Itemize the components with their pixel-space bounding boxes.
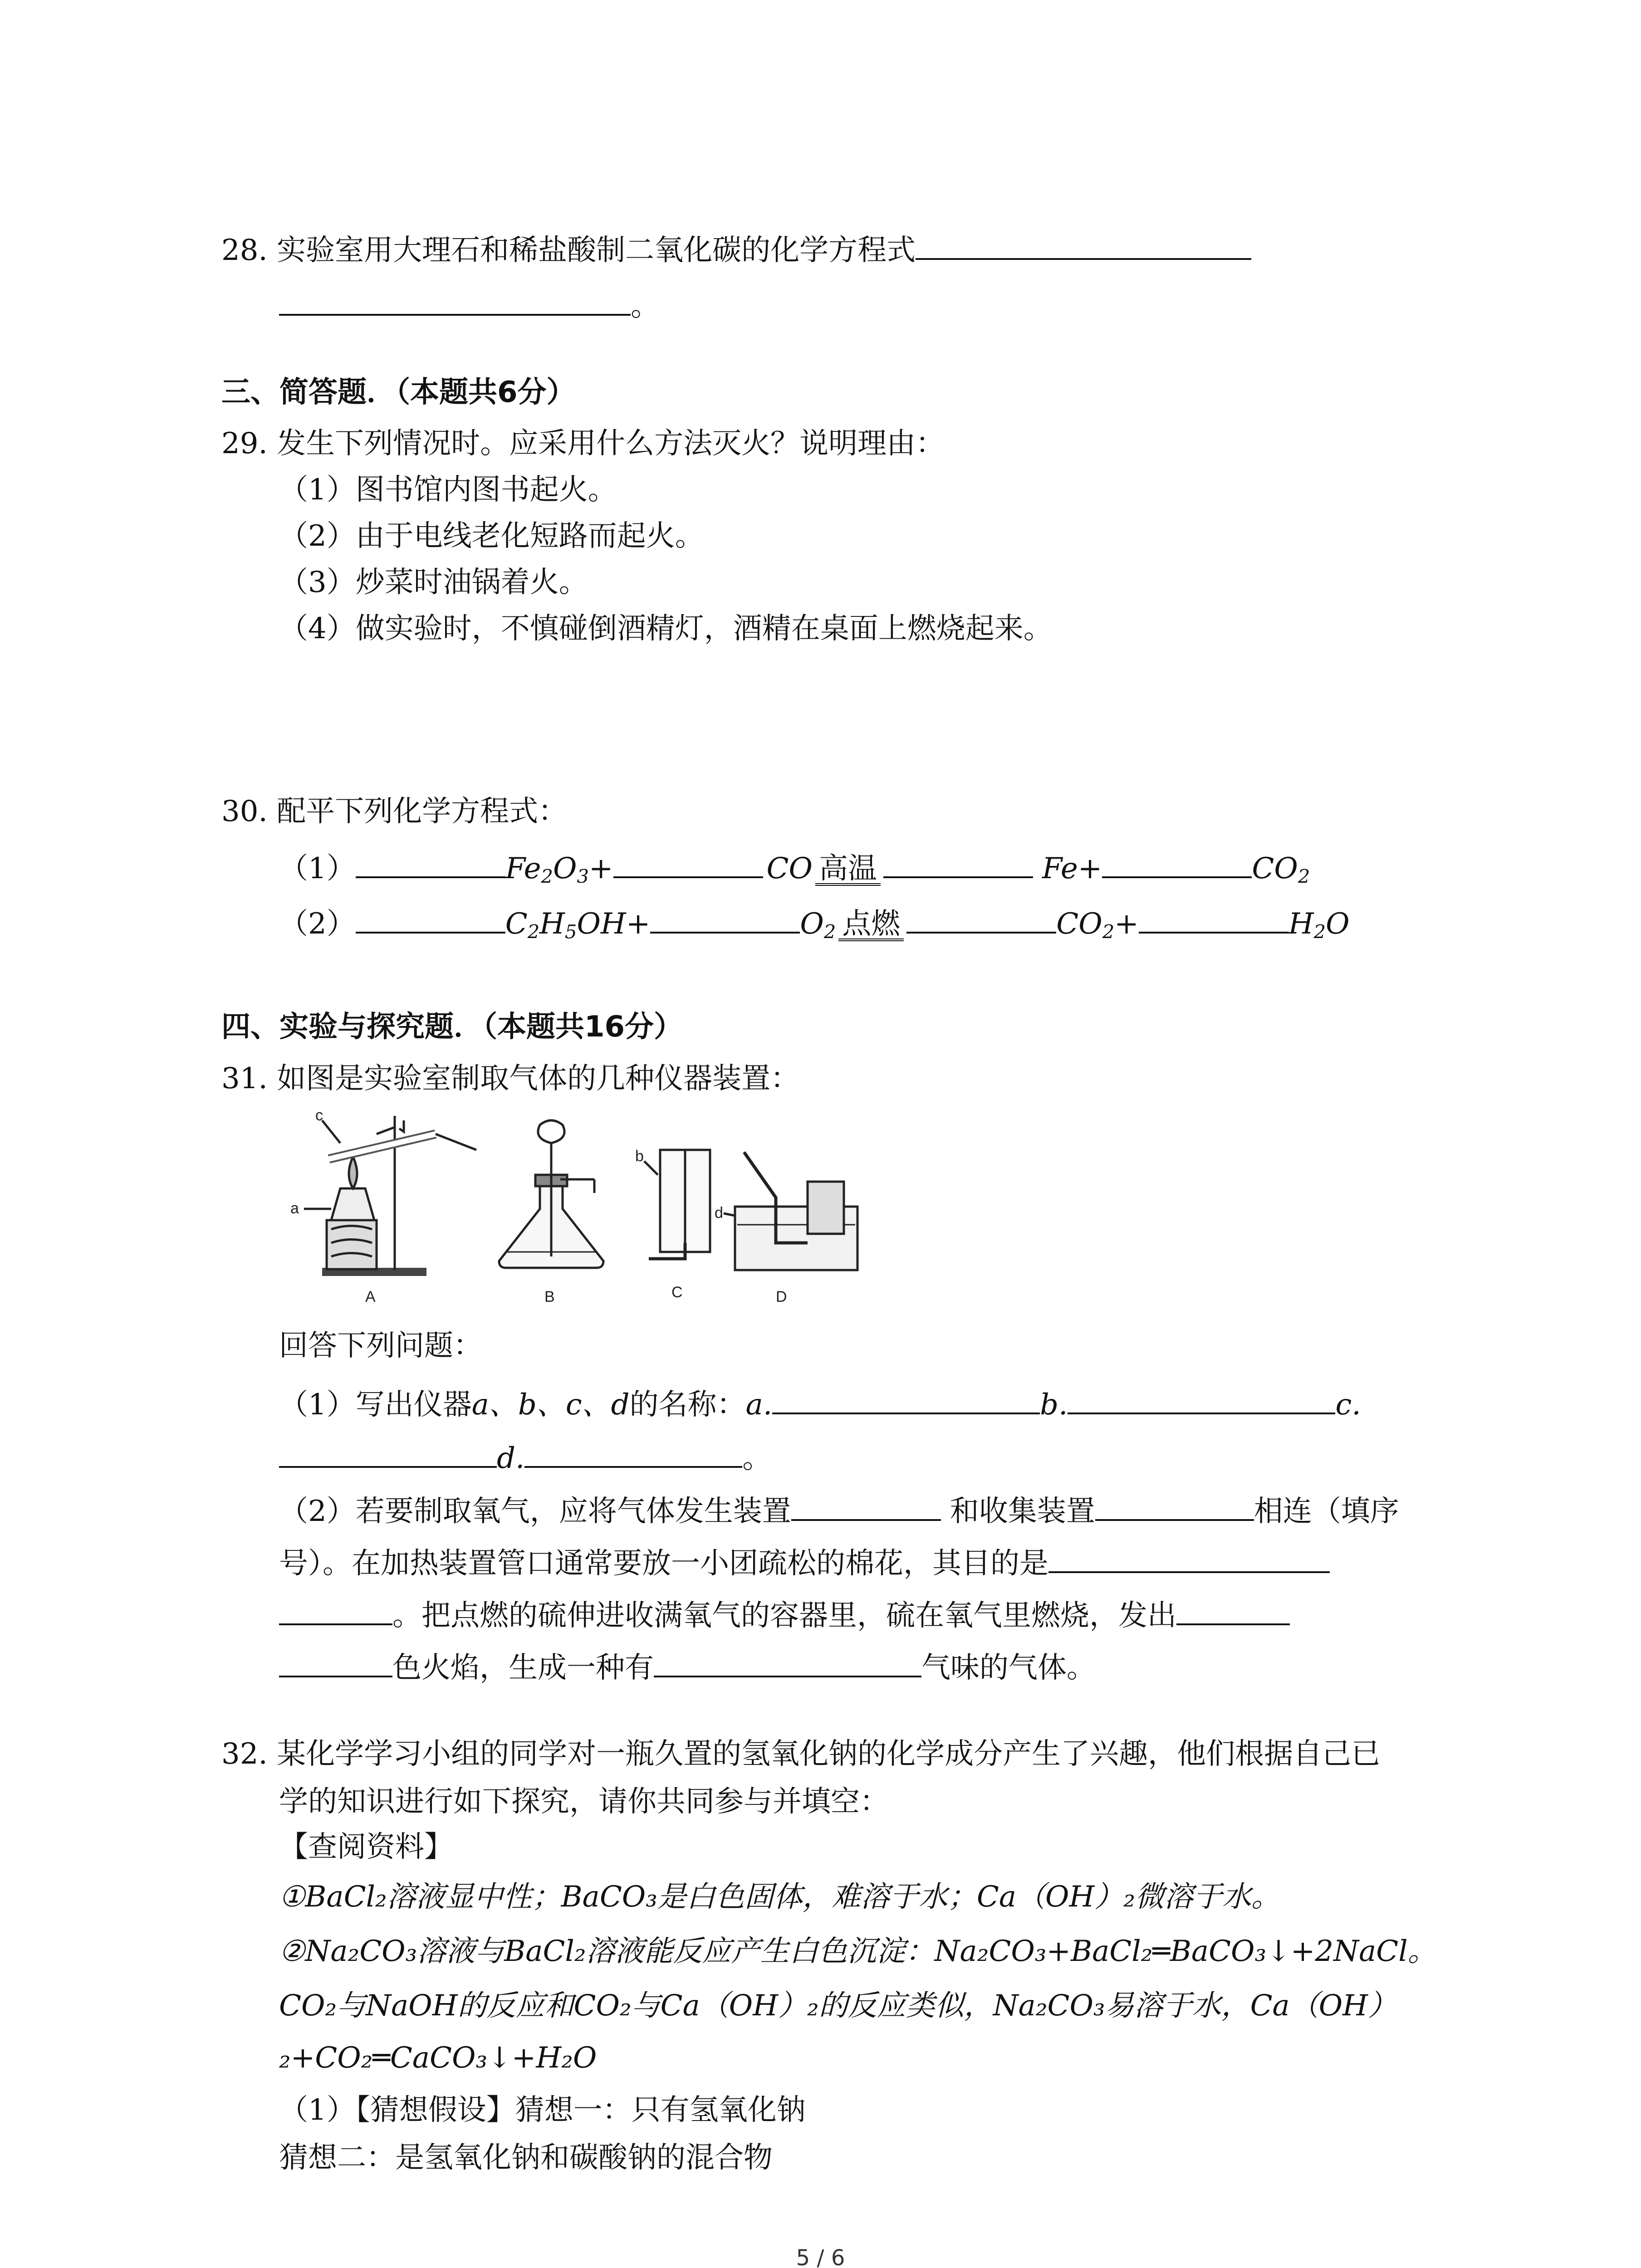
- q32-guess-1: （1）【猜想假设】猜想一：只有氢氧化钠: [279, 2093, 806, 2127]
- alcohol-lamp: [331, 1188, 374, 1220]
- answer-blank[interactable]: [1176, 1594, 1290, 1625]
- q29-item-3: （3）炒菜时油锅着火。: [279, 566, 588, 599]
- answer-blank[interactable]: [356, 903, 505, 934]
- q29-item-1: （1）图书馆内图书起火。: [279, 473, 617, 507]
- q29-text: 29. 发生下列情况时。应采用什么方法灭火？说明理由：: [221, 427, 945, 460]
- answer-blank[interactable]: [279, 1594, 392, 1625]
- answer-blank[interactable]: [772, 1383, 1040, 1414]
- label-A: A: [365, 1288, 376, 1305]
- q31-part2-line2: 号）。在加热装置管口通常要放一小团疏松的棉花，其目的是: [279, 1542, 1330, 1578]
- q32-guess-2: 猜想二：是氢氧化钠和碳酸钠的混合物: [279, 2141, 773, 2175]
- answer-blank[interactable]: [1102, 847, 1252, 878]
- q32-reference-3: CO₂与NaOH的反应和CO₂与Ca（OH）₂的反应类似，Na₂CO₃易溶于水，Ca（OH）: [279, 1989, 1397, 2023]
- label-d: d: [715, 1204, 723, 1222]
- answer-blank[interactable]: [791, 1490, 941, 1521]
- answer-blank[interactable]: [650, 903, 800, 934]
- answer-blank[interactable]: [654, 1647, 921, 1677]
- q31-text: 31. 如图是实验室制取气体的几种仪器装置：: [221, 1062, 800, 1095]
- answer-blank[interactable]: [883, 847, 1033, 878]
- q32-reference-4: ₂+CO₂═CaCO₃↓+H₂O: [279, 2041, 597, 2075]
- q31-answer-label: 回答下列问题：: [279, 1329, 482, 1363]
- delivery-tube: [436, 1134, 476, 1150]
- q28-line1: 28. 实验室用大理石和稀盐酸制二氧化碳的化学方程式: [221, 229, 1251, 265]
- answer-blank[interactable]: [1068, 1383, 1335, 1414]
- section-4-heading: 四、实验与探究题．（本题共16分）: [221, 1010, 683, 1044]
- page-number: 5 / 6: [796, 2245, 845, 2268]
- answer-blank[interactable]: [356, 847, 505, 878]
- section-3-heading: 三、简答题．（本题共6分）: [221, 376, 576, 409]
- answer-blank[interactable]: [1139, 903, 1288, 934]
- condition-ignite: 点燃: [838, 909, 904, 941]
- label-a: a: [290, 1200, 299, 1217]
- q28-line2: 。: [279, 285, 660, 321]
- label-D: D: [776, 1288, 787, 1305]
- q32-reference-1: ①BaCl₂溶液显中性；BaCO₃是白色固体，难溶于水；Ca（OH）₂微溶于水。: [279, 1880, 1280, 1914]
- label-C: C: [671, 1284, 683, 1301]
- answer-blank[interactable]: [524, 1437, 742, 1468]
- q32-text-1: 32. 某化学学习小组的同学对一瓶久置的氢氧化钠的化学成分产生了兴趣，他们根据自己已: [221, 1737, 1381, 1771]
- q30-text: 30. 配平下列化学方程式：: [221, 795, 568, 828]
- gas-jar-d: [808, 1182, 844, 1234]
- q32-reference-heading: 【查阅资料】: [279, 1830, 453, 1864]
- answer-blank[interactable]: [279, 1647, 392, 1677]
- q31-part2-line4: 色火焰，生成一种有 气味的气体。: [279, 1647, 1096, 1682]
- answer-blank[interactable]: [279, 285, 631, 316]
- thistle-funnel: [538, 1120, 564, 1175]
- answer-blank[interactable]: [613, 847, 763, 878]
- answer-blank[interactable]: [279, 1437, 497, 1468]
- answer-blank[interactable]: [916, 229, 1251, 260]
- q31-part1-line1: （1）写出仪器a、b、c、d的名称：a. b. c.: [279, 1383, 1361, 1419]
- q32-reference-2: ②Na₂CO₃溶液与BaCl₂溶液能反应产生白色沉淀：Na₂CO₃+BaCl₂═BaCO₃↓+2NaCl。: [279, 1935, 1437, 1968]
- label-b: b: [635, 1148, 644, 1165]
- apparatus-figure: [286, 1107, 862, 1329]
- label-B: B: [544, 1288, 555, 1305]
- answer-blank[interactable]: [906, 903, 1056, 934]
- label-c: c: [315, 1107, 323, 1124]
- lamp-flame: [349, 1157, 357, 1188]
- q29-item-4: （4）做实验时，不慎碰倒酒精灯，酒精在桌面上燃烧起来。: [279, 612, 1053, 645]
- q31-part2-line3: 。把点燃的硫伸进收满氧气的容器里，硫在氧气里燃烧，发出: [279, 1594, 1290, 1630]
- answer-blank[interactable]: [1095, 1490, 1254, 1521]
- q31-part1-line2: d. 。: [279, 1437, 771, 1473]
- q32-text-2: 学的知识进行如下探究，请你共同参与并填空：: [279, 1785, 889, 1818]
- q29-item-2: （2）由于电线老化短路而起火。: [279, 519, 704, 553]
- q30-eq2: （2） $C_2H_5OH+ O_2$ 点燃 $CO_2+ H_2O$: [279, 903, 1350, 941]
- condition-high-temp: 高温: [815, 854, 881, 886]
- q31-part2-line1: （2）若要制取氧气，应将气体发生装置 和收集装置 相连（填序: [279, 1490, 1399, 1526]
- q30-eq1: （1） $Fe_2O_3+$ CO 高温 $Fe+ CO_2$: [279, 847, 1310, 886]
- answer-blank[interactable]: [1048, 1542, 1330, 1573]
